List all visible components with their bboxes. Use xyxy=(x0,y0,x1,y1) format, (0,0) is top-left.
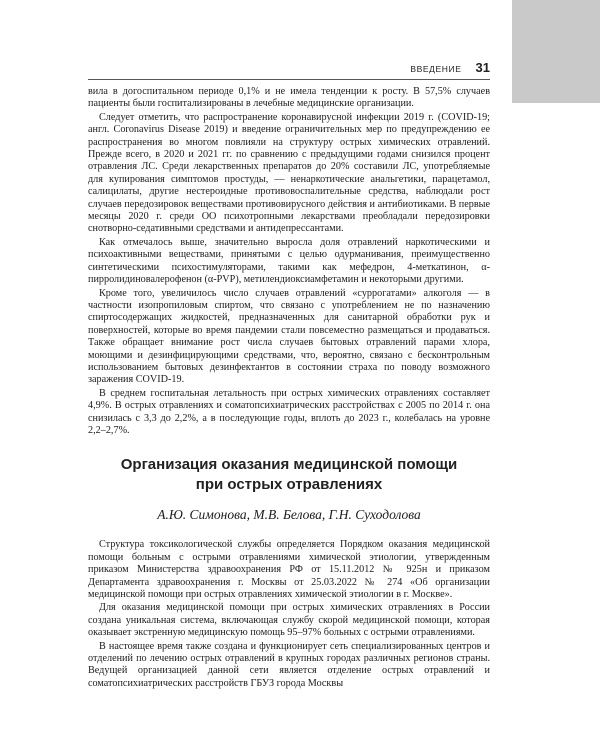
paragraph: Как отмечалось выше, значительно выросла доля отравлений наркотическими и психоактивными веществами, принятыми с целью одурманивания, преимущественно синтетическими психостимуляторами, такими как мефедрон, 4-меткатинон, α-пирролидиновалерофенон (α-PVP), метилендиоксиамфетамин и некоторыми другими. xyxy=(88,236,490,286)
header-rule xyxy=(88,79,490,80)
paragraph: Следует отметить, что распространение коронавирусной инфекции 2019 г. (COVID-19; англ. Coronavirus Disease 2019) и введение ограничительных мер по предупреждению ее распространения во многом повлияли на структуру острых химических отравлений. Прежде всего, в 2020 и 2021 гг. по сравнению с предыдущими годами снизился процент отравления ЛС. Среди лекарственных препаратов до 20% составили ЛС, употребляемые для купирования симптомов простуды, — ненаркотические анальгетики, парацетамол, салицилаты, другие нестероидные противовоспалительные средства, наблюдали рост случаев передозировок веществами противовирусного действия и антибиотиками. В первые месяцы 2020 г. среди ОО психотропными лекарствами преобладали передозировки снотворно-седативными средствами и антидепрессантами. xyxy=(88,111,490,235)
section-title xyxy=(88,455,490,495)
paragraph: В настоящее время также создана и функционирует сеть специализированных центров и отделений по лечению острых отравлений в крупных городах различных регионов страны. Ведущей организацией данной сети является отделение острых отравлений и соматопсихиатрических расстройств ГБУЗ города Москвы xyxy=(88,640,490,689)
paragraph: В среднем госпитальная летальность при острых химических отравлениях составляет 4,9%. В острых отравлениях и соматопсихиатрических расстройствах с 2005 по 2014 г. она снизилась с 3,3 до 2,2%, а в последующие годы, вплоть до 2023 г., колебалась на уровне 2,2–2,7%. xyxy=(88,387,490,436)
paragraph: Кроме того, увеличилось число случаев отравлений «суррогатами» алкоголя — в частности изопропиловым спиртом, что связано с употреблением не по назначению спиртосодержащих жидкостей, предназначенных для санитарной обработки рук и поверхностей, которые во время пандемии стали повсеместно размещаться и продаваться. Также обращает внимание рост числа случаев бытовых отравлений парами хлора, моющими и дезинфицирующими средствами, что, вероятно, связано с бесконтрольным использованием бытовых дезинфектантов в состоянии страха по поводу возможного заражения COVID-19. xyxy=(88,287,490,386)
section-authors: А.Ю. Симонова, М.В. Белова, Г.Н. Суходолова xyxy=(157,507,421,523)
page-body xyxy=(88,86,490,690)
running-header-section: ВВЕДЕНИЕ xyxy=(410,64,462,74)
paragraph: вила в догоспитальном периоде 0,1% и не имела тенденции к росту. В 57,5% случаев пациенты были госпитализированы в лечебные медицинские организации. xyxy=(88,86,490,110)
chapter-thumb-tab xyxy=(512,0,600,103)
paragraph: Структура токсикологической службы определяется Порядком оказания медицинской помощи больным с острыми отравлениями химической этиологии, утвержденным приказом Министерства здравоохранения РФ от 15.11.2012 № 925н и приказом Департамента здравоохранения г. Москвы от 25.03.2022 № 274 «Об организации медицинской помощи при острых отравлениях химической этиологии в г. Москве». xyxy=(88,539,490,600)
page-number: 31 xyxy=(475,60,490,75)
running-header xyxy=(88,60,490,78)
section-title-line-1: Организация оказания медицинской помощи xyxy=(120,456,458,474)
paragraph: Для оказания медицинской помощи при острых химических отравлениях в России создана уникальная система, включающая службу скорой медицинской помощи, которая оказывает экстренную медицинскую помощь 95–97% больных с острыми отравлениями. xyxy=(88,602,490,639)
section-title-line-2: при острых отравлениях xyxy=(195,476,383,494)
